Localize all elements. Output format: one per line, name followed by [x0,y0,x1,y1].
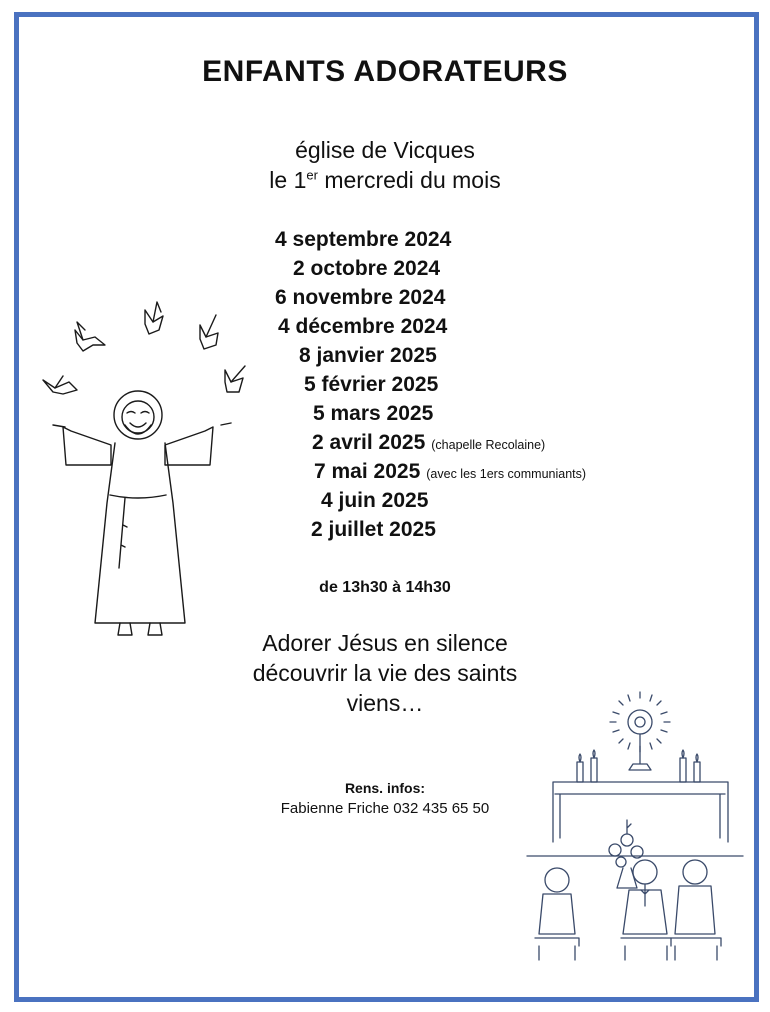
invitation-line-1: Adorer Jésus en silence [262,630,508,656]
halo-icon [114,391,162,439]
schedule-superscript: er [306,167,318,183]
contact-heading: Rens. infos: [344,780,426,796]
date-item: 7 mai 2025 (avec les 1ers communiants) [314,460,587,483]
location-line: église de Vicques [295,137,475,163]
candle-icon [577,750,700,782]
contact-line: Fabienne Friche 032 435 65 50 [280,800,490,817]
bird-icon [43,376,77,394]
rope-belt [110,495,166,498]
date-item: 8 janvier 2025 [299,344,437,367]
right-sleeve [165,427,213,465]
left-sleeve [63,427,111,465]
date-item: 4 juin 2025 [321,489,429,512]
adoration-illustration [525,690,745,975]
date-item: 2 juillet 2025 [311,518,436,541]
child-right [671,860,721,960]
bird-icon [75,322,105,351]
bird-icon [200,315,218,349]
saint-francis-illustration [35,295,255,645]
monstrance-icon [610,692,670,770]
robe [95,443,185,623]
invitation-line-2: découvrir la vie des saints [252,660,518,686]
date-note: (chapelle Recolaine) [431,438,546,452]
bird-icon [145,302,163,334]
date-note: (avec les 1ers communiants) [426,467,587,481]
invitation-line-3: viens… [346,690,424,716]
poster-title: ENFANTS ADORATEURS [202,55,568,88]
date-item: 2 avril 2025 (chapelle Recolaine) [312,431,546,454]
child-left [535,868,579,960]
date-item: 5 mars 2025 [313,402,434,425]
hours-line: de 13h30 à 14h30 [319,579,451,596]
altar [553,782,728,842]
schedule-line [0,167,770,194]
date-item: 2 octobre 2024 [293,257,441,280]
schedule-suffix: mercredi du mois [317,167,501,193]
child-middle [621,860,671,960]
schedule-prefix: le 1 [269,167,307,193]
feet [118,623,162,635]
date-item: 4 septembre 2024 [275,228,452,251]
date-item: 5 février 2025 [304,373,439,396]
date-item: 4 décembre 2024 [278,315,448,338]
flowers-icon [609,820,643,888]
bird-icon [225,366,245,392]
date-item: 6 novembre 2024 [275,286,446,309]
